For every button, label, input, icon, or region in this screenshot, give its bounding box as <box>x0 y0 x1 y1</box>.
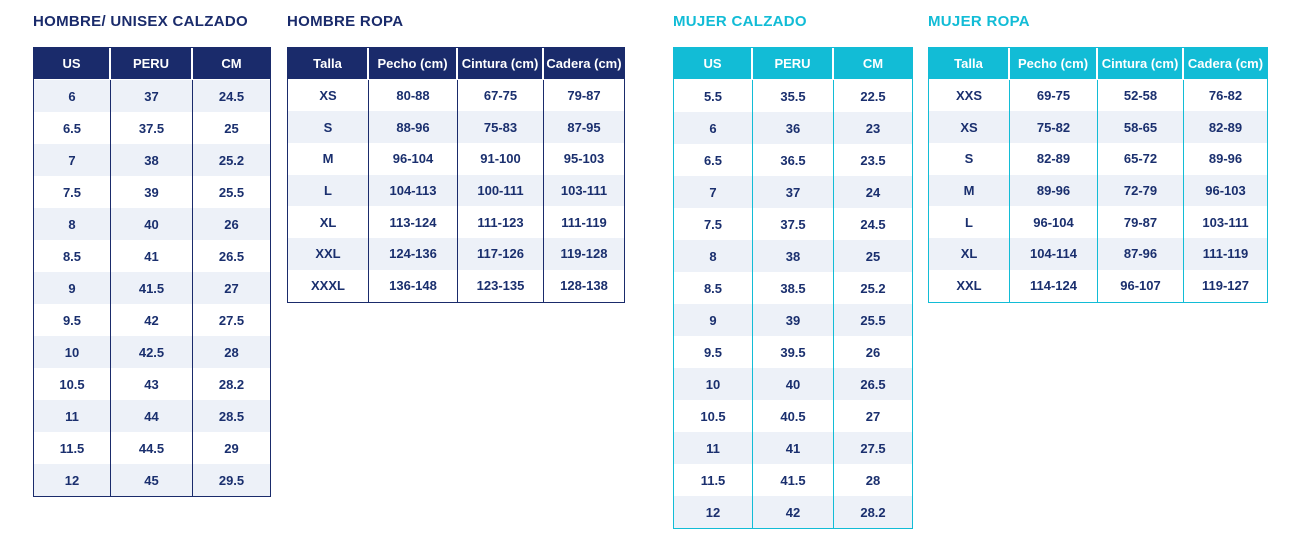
data-cell: 72-79 <box>1098 175 1184 207</box>
table-row <box>674 432 912 464</box>
table-row <box>34 336 270 368</box>
data-cell: 29.5 <box>218 472 245 488</box>
data-cell: 28.2 <box>860 504 886 520</box>
data-cell: 41 <box>753 432 834 464</box>
data-cell: 37.5 <box>111 112 193 144</box>
table-row <box>929 270 1267 302</box>
table-row <box>34 432 270 464</box>
data-cell: 24.5 <box>860 216 886 232</box>
data-cell: 27.5 <box>860 440 886 456</box>
table-row <box>674 496 912 528</box>
size-table-section-mujer-calzado <box>673 10 913 529</box>
size-table-mujer-calzado <box>673 47 913 529</box>
data-cell: 39 <box>753 304 834 336</box>
data-cell: 96-104 <box>1010 206 1098 238</box>
data-cell: 52-58 <box>1098 80 1184 112</box>
data-cell: 26.5 <box>218 248 245 264</box>
data-cell: 58-65 <box>1098 111 1184 143</box>
table-row <box>929 111 1267 143</box>
data-cell: 22.5 <box>860 88 886 104</box>
data-cell: 28.2 <box>218 376 245 392</box>
data-cell: L <box>929 206 1010 238</box>
data-cell: 9.5 <box>34 304 111 336</box>
column-header: Pecho (cm) <box>1010 48 1098 80</box>
data-cell: 87-96 <box>1098 238 1184 270</box>
data-cell: 75-82 <box>1010 111 1098 143</box>
data-cell: 24 <box>865 184 881 200</box>
table-row <box>674 112 912 144</box>
data-cell: 111-123 <box>458 206 544 238</box>
data-cell: 25.2 <box>860 280 886 296</box>
data-cell: 9 <box>34 272 111 304</box>
data-cell: 8.5 <box>34 240 111 272</box>
data-cell: 11.5 <box>34 432 111 464</box>
data-cell: 10.5 <box>674 400 753 432</box>
data-cell: 8 <box>674 240 753 272</box>
data-cell: 91-100 <box>458 143 544 175</box>
table-row <box>929 206 1267 238</box>
data-cell: 42 <box>753 496 834 528</box>
data-cell: 38.5 <box>753 272 834 304</box>
data-cell: 11 <box>674 432 753 464</box>
data-cell: 96-107 <box>1098 270 1184 302</box>
data-cell: 8.5 <box>674 272 753 304</box>
data-cell: 5.5 <box>674 80 753 112</box>
column-header: Talla <box>929 48 1010 80</box>
column-header: CM <box>193 48 270 80</box>
size-table-section-hombre-ropa <box>287 10 625 303</box>
data-cell: 39 <box>111 176 193 208</box>
table-row <box>34 240 270 272</box>
data-cell: S <box>929 143 1010 175</box>
data-cell: M <box>288 143 369 175</box>
data-cell: XL <box>929 238 1010 270</box>
data-cell: 100-111 <box>458 175 544 207</box>
data-cell: 6.5 <box>674 144 753 176</box>
data-cell: 28 <box>865 472 881 488</box>
data-cell: 27 <box>865 408 881 424</box>
data-cell: 37.5 <box>753 208 834 240</box>
data-cell: 103-111 <box>1202 214 1249 230</box>
data-cell: 25 <box>224 120 239 136</box>
data-cell: 65-72 <box>1098 143 1184 175</box>
table-row <box>34 464 270 496</box>
data-cell: XXS <box>929 80 1010 112</box>
size-table-section-mujer-ropa <box>928 10 1268 303</box>
table-row <box>288 238 624 270</box>
data-cell: XS <box>929 111 1010 143</box>
table-row <box>674 400 912 432</box>
table-title-hombre-ropa: HOMBRE ROPA <box>287 13 404 30</box>
data-cell: 10 <box>34 336 111 368</box>
data-cell: 113-124 <box>369 206 458 238</box>
column-header: PERU <box>753 48 834 80</box>
size-table-hombre-ropa <box>287 47 625 303</box>
table-row <box>288 206 624 238</box>
data-cell: 25.5 <box>860 312 886 328</box>
size-table-hombre-unisex-calzado <box>33 47 271 497</box>
table-header-row <box>288 48 624 80</box>
data-cell: 10 <box>674 368 753 400</box>
data-cell: 40 <box>753 368 834 400</box>
data-cell: 24.5 <box>218 88 245 104</box>
table-row <box>674 336 912 368</box>
data-cell: 35.5 <box>753 80 834 112</box>
table-title-mujer-calzado: MUJER CALZADO <box>673 13 807 30</box>
data-cell: 44.5 <box>111 432 193 464</box>
data-cell: 43 <box>111 368 193 400</box>
data-cell: 123-135 <box>458 270 544 302</box>
data-cell: 9.5 <box>674 336 753 368</box>
data-cell: 96-104 <box>369 143 458 175</box>
table-row <box>34 400 270 432</box>
data-cell: 41 <box>111 240 193 272</box>
table-row <box>34 112 270 144</box>
data-cell: 41.5 <box>111 272 193 304</box>
data-cell: 25 <box>865 248 881 264</box>
data-cell: 42 <box>111 304 193 336</box>
table-row <box>674 176 912 208</box>
table-row <box>34 208 270 240</box>
data-cell: 25.5 <box>218 184 245 200</box>
data-cell: 96-103 <box>1205 183 1246 199</box>
data-cell: 6 <box>34 80 111 112</box>
table-row <box>674 80 912 112</box>
data-cell: 37 <box>753 176 834 208</box>
data-cell: XXXL <box>288 270 369 302</box>
data-cell: 29 <box>224 440 239 456</box>
data-cell: 23.5 <box>860 152 886 168</box>
data-cell: 38 <box>753 240 834 272</box>
data-cell: 27.5 <box>218 312 245 328</box>
table-row <box>34 368 270 400</box>
data-cell: L <box>288 175 369 207</box>
data-cell: 40.5 <box>753 400 834 432</box>
data-cell: 136-148 <box>369 270 458 302</box>
column-header: US <box>34 48 111 80</box>
table-row <box>674 240 912 272</box>
data-cell: 95-103 <box>563 151 605 167</box>
data-cell: 38 <box>111 144 193 176</box>
table-row <box>34 176 270 208</box>
table-row <box>288 175 624 207</box>
data-cell: 37 <box>111 80 193 112</box>
data-cell: 28 <box>224 344 239 360</box>
data-cell: 114-124 <box>1010 270 1098 302</box>
data-cell: 27 <box>224 280 239 296</box>
data-cell: 89-96 <box>1208 151 1243 167</box>
table-title-hombre-unisex-calzado: HOMBRE/ UNISEX CALZADO <box>33 13 248 30</box>
data-cell: 75-83 <box>458 111 544 143</box>
data-cell: 11 <box>34 400 111 432</box>
table-row <box>288 80 624 112</box>
table-header-row <box>929 48 1267 80</box>
column-header: Cadera (cm) <box>1184 48 1267 80</box>
data-cell: XXL <box>929 270 1010 302</box>
data-cell: 44 <box>111 400 193 432</box>
data-cell: S <box>288 111 369 143</box>
column-header: Pecho (cm) <box>369 48 458 80</box>
data-cell: M <box>929 175 1010 207</box>
data-cell: 82-89 <box>1208 119 1243 135</box>
data-cell: 8 <box>34 208 111 240</box>
data-cell: 41.5 <box>753 464 834 496</box>
data-cell: 23 <box>865 120 881 136</box>
table-header-row <box>674 48 912 80</box>
size-table-mujer-ropa <box>928 47 1268 303</box>
column-header: US <box>674 48 753 80</box>
data-cell: 25.2 <box>218 152 245 168</box>
column-header: Cintura (cm) <box>1098 48 1184 80</box>
data-cell: 89-96 <box>1010 175 1098 207</box>
table-header-row <box>34 48 270 80</box>
data-cell: 36.5 <box>753 144 834 176</box>
data-cell: 82-89 <box>1010 143 1098 175</box>
data-cell: 6 <box>674 112 753 144</box>
table-row <box>929 80 1267 112</box>
data-cell: 88-96 <box>369 111 458 143</box>
data-cell: 119-127 <box>1202 278 1249 294</box>
size-table-section-hombre-unisex-calzado <box>33 10 271 497</box>
table-row <box>929 175 1267 207</box>
table-row <box>288 143 624 175</box>
data-cell: 128-138 <box>560 278 608 294</box>
data-cell: XXL <box>288 238 369 270</box>
table-row <box>34 304 270 336</box>
data-cell: 103-111 <box>560 183 608 199</box>
data-cell: 12 <box>674 496 753 528</box>
table-row <box>674 304 912 336</box>
data-cell: 87-95 <box>567 119 601 135</box>
data-cell: 117-126 <box>458 238 544 270</box>
data-cell: 11.5 <box>674 464 753 496</box>
data-cell: 76-82 <box>1208 88 1243 104</box>
data-cell: 111-119 <box>561 214 607 230</box>
data-cell: 6.5 <box>34 112 111 144</box>
column-header: Cadera (cm) <box>544 48 624 80</box>
data-cell: 111-119 <box>1202 246 1249 262</box>
data-cell: 80-88 <box>369 80 458 112</box>
data-cell: 67-75 <box>458 80 544 112</box>
data-cell: 36 <box>753 112 834 144</box>
column-header: PERU <box>111 48 193 80</box>
data-cell: 124-136 <box>369 238 458 270</box>
data-cell: 104-113 <box>369 175 458 207</box>
table-title-mujer-ropa: MUJER ROPA <box>928 13 1030 30</box>
data-cell: 26 <box>224 216 239 232</box>
data-cell: 7.5 <box>34 176 111 208</box>
data-cell: 7 <box>34 144 111 176</box>
data-cell: 79-87 <box>1098 206 1184 238</box>
column-header: Cintura (cm) <box>458 48 544 80</box>
table-row <box>34 80 270 112</box>
table-row <box>34 144 270 176</box>
data-cell: XS <box>288 80 369 112</box>
table-row <box>929 238 1267 270</box>
data-cell: 104-114 <box>1010 238 1098 270</box>
column-header: CM <box>834 48 912 80</box>
data-cell: 28.5 <box>218 408 245 424</box>
data-cell: 39.5 <box>753 336 834 368</box>
data-cell: XL <box>288 206 369 238</box>
data-cell: 9 <box>674 304 753 336</box>
data-cell: 40 <box>111 208 193 240</box>
data-cell: 42.5 <box>111 336 193 368</box>
table-row <box>674 208 912 240</box>
table-row <box>674 272 912 304</box>
data-cell: 26.5 <box>860 376 886 392</box>
table-row <box>288 111 624 143</box>
table-row <box>674 368 912 400</box>
data-cell: 45 <box>111 464 193 496</box>
table-row <box>674 144 912 176</box>
column-header: Talla <box>288 48 369 80</box>
table-row <box>34 272 270 304</box>
data-cell: 7.5 <box>674 208 753 240</box>
table-row <box>674 464 912 496</box>
data-cell: 79-87 <box>567 88 601 104</box>
data-cell: 7 <box>674 176 753 208</box>
table-row <box>929 143 1267 175</box>
data-cell: 119-128 <box>560 246 608 262</box>
data-cell: 69-75 <box>1010 80 1098 112</box>
data-cell: 26 <box>865 344 881 360</box>
table-row <box>288 270 624 302</box>
data-cell: 10.5 <box>34 368 111 400</box>
data-cell: 12 <box>34 464 111 496</box>
